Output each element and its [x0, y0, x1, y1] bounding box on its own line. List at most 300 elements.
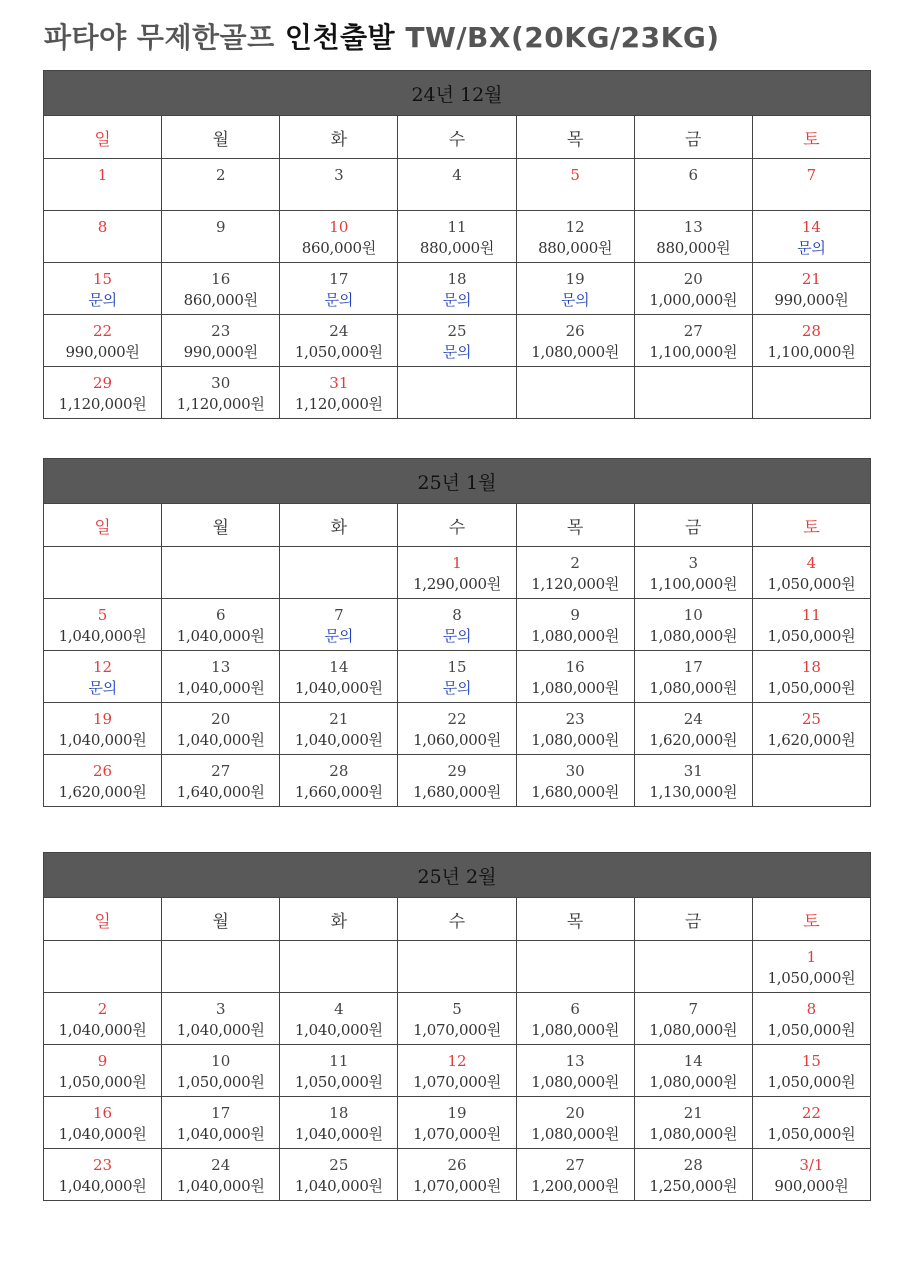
price-label: 1,680,000원 — [531, 783, 620, 801]
day-cell — [44, 1149, 162, 1201]
day-number: 6 — [688, 166, 699, 184]
price-label: 1,100,000원 — [649, 575, 738, 593]
day-cell — [634, 993, 752, 1045]
day-number: 5 — [452, 1000, 462, 1018]
price-label: 1,050,000원 — [767, 1021, 856, 1039]
day-cell — [162, 993, 280, 1045]
day-cell — [162, 1045, 280, 1097]
day-cell — [280, 159, 398, 211]
day-cell — [398, 159, 516, 211]
week-row — [44, 755, 871, 807]
price-label: 1,040,000원 — [58, 1021, 147, 1039]
day-number: 5 — [97, 606, 108, 624]
day-cell — [752, 367, 870, 419]
day-cell — [162, 1149, 280, 1201]
day-cell — [398, 1097, 516, 1149]
price-label: 1,050,000원 — [294, 1073, 383, 1091]
day-number: 12 — [447, 1052, 467, 1070]
day-cell — [516, 263, 634, 315]
week-row — [44, 651, 871, 703]
day-cell — [44, 941, 162, 993]
day-number: 26 — [93, 762, 113, 780]
price-label: 990,000원 — [183, 343, 258, 361]
title-highlight: 인천출발 — [284, 21, 396, 54]
title-suffix: TW/BX(20KG/23KG) — [395, 21, 720, 54]
day-cell — [44, 211, 162, 263]
day-number: 3 — [215, 1000, 226, 1018]
price-label: 1,080,000원 — [531, 1125, 620, 1143]
price-label: 1,080,000원 — [649, 1073, 738, 1091]
day-number: 14 — [801, 218, 821, 236]
weekday-label: 토 — [752, 504, 870, 547]
day-cell — [516, 1045, 634, 1097]
day-number: 6 — [215, 606, 226, 624]
day-cell — [162, 159, 280, 211]
day-number: 21 — [801, 270, 821, 288]
day-cell — [280, 211, 398, 263]
day-cell — [398, 703, 516, 755]
price-label: 860,000원 — [183, 291, 258, 309]
day-number: 11 — [447, 218, 467, 236]
day-number: 9 — [97, 1052, 108, 1070]
price-label: 1,640,000원 — [176, 783, 265, 801]
calendar-table — [43, 70, 871, 419]
day-cell — [44, 755, 162, 807]
day-number: 16 — [211, 270, 231, 288]
day-number: 15 — [447, 658, 467, 676]
day-number: 19 — [565, 270, 585, 288]
price-label: 1,680,000원 — [413, 783, 501, 801]
day-cell — [44, 599, 162, 651]
price-label: 1,620,000원 — [58, 783, 147, 801]
day-cell — [516, 941, 634, 993]
day-number: 16 — [93, 1104, 113, 1122]
price-label: 1,620,000원 — [767, 731, 856, 749]
day-cell — [162, 315, 280, 367]
weekday-label: 금 — [634, 504, 752, 547]
price-label: 1,250,000원 — [649, 1177, 738, 1195]
inquiry-label: 문의 — [324, 291, 354, 309]
day-cell — [516, 755, 634, 807]
day-cell — [634, 1097, 752, 1149]
day-cell — [398, 1149, 516, 1201]
price-label: 1,080,000원 — [649, 679, 738, 697]
day-number: 18 — [447, 270, 467, 288]
price-label: 1,040,000원 — [176, 1125, 265, 1143]
day-number: 24 — [683, 710, 703, 728]
day-cell — [752, 993, 870, 1045]
day-cell — [634, 159, 752, 211]
day-number: 13 — [683, 218, 703, 236]
price-label: 1,040,000원 — [294, 1125, 383, 1143]
weekday-label: 일 — [44, 898, 162, 941]
price-label: 1,070,000원 — [413, 1021, 501, 1039]
day-cell — [634, 651, 752, 703]
day-number: 17 — [211, 1104, 231, 1122]
price-label: 1,050,000원 — [767, 575, 856, 593]
day-number: 27 — [211, 762, 231, 780]
day-number: 23 — [565, 710, 585, 728]
day-number: 19 — [93, 710, 113, 728]
price-label: 1,050,000원 — [767, 679, 856, 697]
day-cell — [634, 941, 752, 993]
day-number: 21 — [683, 1104, 703, 1122]
price-label: 1,070,000원 — [413, 1177, 501, 1195]
day-cell — [752, 941, 870, 993]
price-label: 1,080,000원 — [649, 627, 738, 645]
day-number: 30 — [565, 762, 585, 780]
day-cell — [752, 211, 870, 263]
price-label: 1,040,000원 — [58, 627, 147, 645]
day-number: 22 — [93, 322, 113, 340]
day-number: 10 — [329, 218, 349, 236]
price-label: 1,040,000원 — [58, 1177, 147, 1195]
price-label: 1,040,000원 — [58, 1125, 147, 1143]
weekday-label: 화 — [280, 898, 398, 941]
inquiry-label: 문의 — [442, 679, 472, 697]
weekday-label: 금 — [634, 116, 752, 159]
day-number: 22 — [447, 710, 467, 728]
price-label: 1,070,000원 — [413, 1125, 501, 1143]
day-cell — [516, 1097, 634, 1149]
weekday-label: 월 — [162, 116, 280, 159]
day-number: 25 — [447, 322, 467, 340]
day-number: 25 — [329, 1156, 349, 1174]
day-number: 23 — [93, 1156, 113, 1174]
inquiry-label: 문의 — [442, 291, 472, 309]
day-number: 31 — [683, 762, 703, 780]
price-label: 1,040,000원 — [294, 1177, 383, 1195]
day-number: 1 — [806, 948, 817, 966]
price-label: 1,080,000원 — [531, 627, 620, 645]
price-label: 1,120,000원 — [531, 575, 620, 593]
day-number: 4 — [806, 554, 817, 572]
day-number: 3/1 — [799, 1156, 824, 1174]
calendar-table — [43, 852, 871, 1201]
price-label: 1,000,000원 — [649, 291, 738, 309]
day-number: 5 — [570, 166, 580, 184]
week-row — [44, 993, 871, 1045]
price-label: 900,000원 — [774, 1177, 849, 1195]
day-number: 4 — [334, 1000, 344, 1018]
day-cell — [162, 1097, 280, 1149]
day-number: 15 — [93, 270, 113, 288]
price-label: 990,000원 — [774, 291, 849, 309]
day-cell — [516, 367, 634, 419]
week-row — [44, 703, 871, 755]
week-row — [44, 547, 871, 599]
day-cell — [634, 703, 752, 755]
day-number: 7 — [334, 606, 344, 624]
day-number: 18 — [801, 658, 821, 676]
price-label: 1,200,000원 — [531, 1177, 620, 1195]
day-number: 1 — [97, 166, 108, 184]
day-cell — [398, 367, 516, 419]
day-cell — [752, 599, 870, 651]
weekday-label: 일 — [44, 116, 162, 159]
weekday-label: 수 — [398, 898, 516, 941]
week-row — [44, 599, 871, 651]
price-label: 1,050,000원 — [767, 1125, 856, 1143]
price-label: 1,040,000원 — [176, 731, 265, 749]
day-number: 3 — [688, 554, 699, 572]
price-label: 1,040,000원 — [176, 1021, 265, 1039]
weekday-label: 목 — [516, 898, 634, 941]
price-label: 1,660,000원 — [294, 783, 383, 801]
day-number: 28 — [683, 1156, 703, 1174]
price-label: 1,080,000원 — [531, 679, 620, 697]
day-cell — [44, 993, 162, 1045]
price-label: 1,050,000원 — [176, 1073, 265, 1091]
inquiry-label: 문의 — [442, 343, 472, 361]
inquiry-label: 문의 — [560, 291, 590, 309]
day-cell — [44, 547, 162, 599]
day-cell — [44, 263, 162, 315]
price-label: 1,060,000원 — [413, 731, 501, 749]
day-number: 30 — [211, 374, 231, 392]
week-row — [44, 1149, 871, 1201]
day-cell — [634, 263, 752, 315]
day-cell — [280, 755, 398, 807]
day-number: 24 — [211, 1156, 231, 1174]
day-cell — [44, 315, 162, 367]
week-row — [44, 941, 871, 993]
price-label: 1,100,000원 — [767, 343, 856, 361]
day-cell — [516, 159, 634, 211]
day-cell — [516, 1149, 634, 1201]
day-cell — [162, 547, 280, 599]
weekday-label: 화 — [280, 504, 398, 547]
day-cell — [280, 941, 398, 993]
weekday-label: 목 — [516, 504, 634, 547]
day-cell — [398, 1045, 516, 1097]
title-main: 파타야 무제한골프 — [44, 21, 285, 54]
day-number: 7 — [806, 166, 817, 184]
day-number: 9 — [215, 218, 226, 236]
day-cell — [752, 315, 870, 367]
weekday-label: 일 — [44, 504, 162, 547]
price-label: 1,050,000원 — [767, 1073, 856, 1091]
day-number: 20 — [683, 270, 703, 288]
price-label: 1,040,000원 — [294, 1021, 383, 1039]
day-cell — [280, 703, 398, 755]
day-number: 10 — [683, 606, 703, 624]
day-number: 14 — [683, 1052, 703, 1070]
day-cell — [634, 1149, 752, 1201]
day-cell — [44, 703, 162, 755]
price-label: 1,120,000원 — [58, 395, 147, 413]
day-cell — [280, 1045, 398, 1097]
day-number: 8 — [806, 1000, 817, 1018]
inquiry-label: 문의 — [324, 627, 354, 645]
day-cell — [162, 211, 280, 263]
weekday-label: 수 — [398, 504, 516, 547]
day-cell — [280, 1149, 398, 1201]
inquiry-label: 문의 — [442, 627, 472, 645]
day-cell — [44, 367, 162, 419]
day-cell — [398, 315, 516, 367]
inquiry-label: 문의 — [797, 239, 826, 257]
day-number: 21 — [329, 710, 349, 728]
weekday-label: 월 — [162, 504, 280, 547]
day-number: 28 — [801, 322, 821, 340]
weekday-label: 목 — [516, 116, 634, 159]
weekday-label: 수 — [398, 116, 516, 159]
day-cell — [752, 1097, 870, 1149]
day-number: 12 — [93, 658, 113, 676]
day-number: 4 — [452, 166, 462, 184]
price-label: 1,050,000원 — [767, 969, 856, 987]
day-number: 2 — [215, 166, 226, 184]
day-number: 7 — [688, 1000, 699, 1018]
day-number: 8 — [97, 218, 108, 236]
day-number: 2 — [570, 554, 580, 572]
day-cell — [752, 159, 870, 211]
day-number: 9 — [570, 606, 580, 624]
price-label: 880,000원 — [538, 239, 613, 257]
day-cell — [162, 651, 280, 703]
weekday-label: 토 — [752, 898, 870, 941]
day-number: 17 — [683, 658, 703, 676]
day-cell — [44, 651, 162, 703]
week-row — [44, 263, 871, 315]
price-label: 1,040,000원 — [294, 679, 383, 697]
day-cell — [280, 993, 398, 1045]
day-cell — [398, 755, 516, 807]
price-label: 1,080,000원 — [531, 343, 620, 361]
day-number: 11 — [329, 1052, 349, 1070]
day-cell — [280, 367, 398, 419]
day-number: 14 — [329, 658, 349, 676]
day-number: 2 — [97, 1000, 108, 1018]
weekday-label: 월 — [162, 898, 280, 941]
day-cell — [516, 211, 634, 263]
day-cell — [398, 547, 516, 599]
day-cell — [280, 651, 398, 703]
day-cell — [162, 941, 280, 993]
day-number: 27 — [565, 1156, 585, 1174]
week-row — [44, 367, 871, 419]
day-cell — [280, 599, 398, 651]
price-label: 1,130,000원 — [649, 783, 738, 801]
price-label: 1,290,000원 — [413, 575, 501, 593]
price-label: 880,000원 — [656, 239, 731, 257]
day-cell — [752, 547, 870, 599]
price-label: 1,080,000원 — [649, 1125, 738, 1143]
weekday-label: 화 — [280, 116, 398, 159]
day-number: 27 — [683, 322, 703, 340]
day-cell — [634, 211, 752, 263]
day-cell — [752, 263, 870, 315]
day-number: 29 — [447, 762, 467, 780]
day-cell — [634, 315, 752, 367]
day-cell — [752, 651, 870, 703]
price-label: 1,080,000원 — [649, 1021, 738, 1039]
day-number: 3 — [334, 166, 344, 184]
day-cell — [516, 599, 634, 651]
day-cell — [516, 547, 634, 599]
inquiry-label: 문의 — [88, 291, 117, 309]
day-cell — [398, 211, 516, 263]
day-cell — [634, 547, 752, 599]
day-cell — [752, 755, 870, 807]
day-number: 8 — [452, 606, 462, 624]
price-label: 990,000원 — [65, 343, 140, 361]
day-number: 17 — [329, 270, 349, 288]
day-cell — [516, 993, 634, 1045]
day-number: 26 — [565, 322, 585, 340]
day-cell — [162, 367, 280, 419]
week-row — [44, 1045, 871, 1097]
day-cell — [162, 599, 280, 651]
day-number: 31 — [329, 374, 349, 392]
week-row — [44, 159, 871, 211]
day-number: 13 — [565, 1052, 585, 1070]
day-cell — [752, 1045, 870, 1097]
day-number: 18 — [329, 1104, 349, 1122]
day-number: 26 — [447, 1156, 467, 1174]
price-label: 1,620,000원 — [649, 731, 738, 749]
price-label: 1,100,000원 — [649, 343, 738, 361]
day-cell — [516, 651, 634, 703]
day-cell — [162, 703, 280, 755]
day-cell — [752, 703, 870, 755]
price-label: 1,040,000원 — [176, 679, 265, 697]
price-label: 880,000원 — [419, 239, 495, 257]
day-cell — [516, 703, 634, 755]
weekday-label: 토 — [752, 116, 870, 159]
month-header: 25년 2월 — [44, 853, 871, 898]
price-label: 1,040,000원 — [176, 1177, 265, 1195]
day-cell — [634, 599, 752, 651]
price-label: 1,050,000원 — [294, 343, 383, 361]
day-number: 6 — [570, 1000, 580, 1018]
price-label: 1,080,000원 — [531, 731, 620, 749]
day-number: 16 — [565, 658, 585, 676]
day-cell — [280, 1097, 398, 1149]
price-label: 1,070,000원 — [413, 1073, 501, 1091]
price-label: 1,120,000원 — [294, 395, 383, 413]
inquiry-label: 문의 — [88, 679, 117, 697]
week-row — [44, 315, 871, 367]
price-label: 1,120,000원 — [176, 395, 265, 413]
price-label: 1,050,000원 — [767, 627, 856, 645]
price-label: 860,000원 — [301, 239, 376, 257]
day-number: 19 — [447, 1104, 467, 1122]
day-number: 15 — [801, 1052, 821, 1070]
day-cell — [634, 755, 752, 807]
price-label: 1,040,000원 — [58, 731, 147, 749]
day-cell — [398, 263, 516, 315]
day-cell — [44, 1045, 162, 1097]
day-number: 24 — [329, 322, 349, 340]
day-cell — [280, 547, 398, 599]
day-cell — [280, 315, 398, 367]
price-label: 1,040,000원 — [176, 627, 265, 645]
price-label: 1,080,000원 — [531, 1073, 620, 1091]
month-header: 24년 12월 — [44, 71, 871, 116]
day-cell — [752, 1149, 870, 1201]
day-cell — [280, 263, 398, 315]
day-cell — [516, 315, 634, 367]
calendar-table — [43, 458, 871, 807]
week-row — [44, 1097, 871, 1149]
price-label: 1,080,000원 — [531, 1021, 620, 1039]
day-number: 25 — [801, 710, 821, 728]
day-cell — [398, 651, 516, 703]
day-cell — [162, 263, 280, 315]
day-cell — [398, 941, 516, 993]
